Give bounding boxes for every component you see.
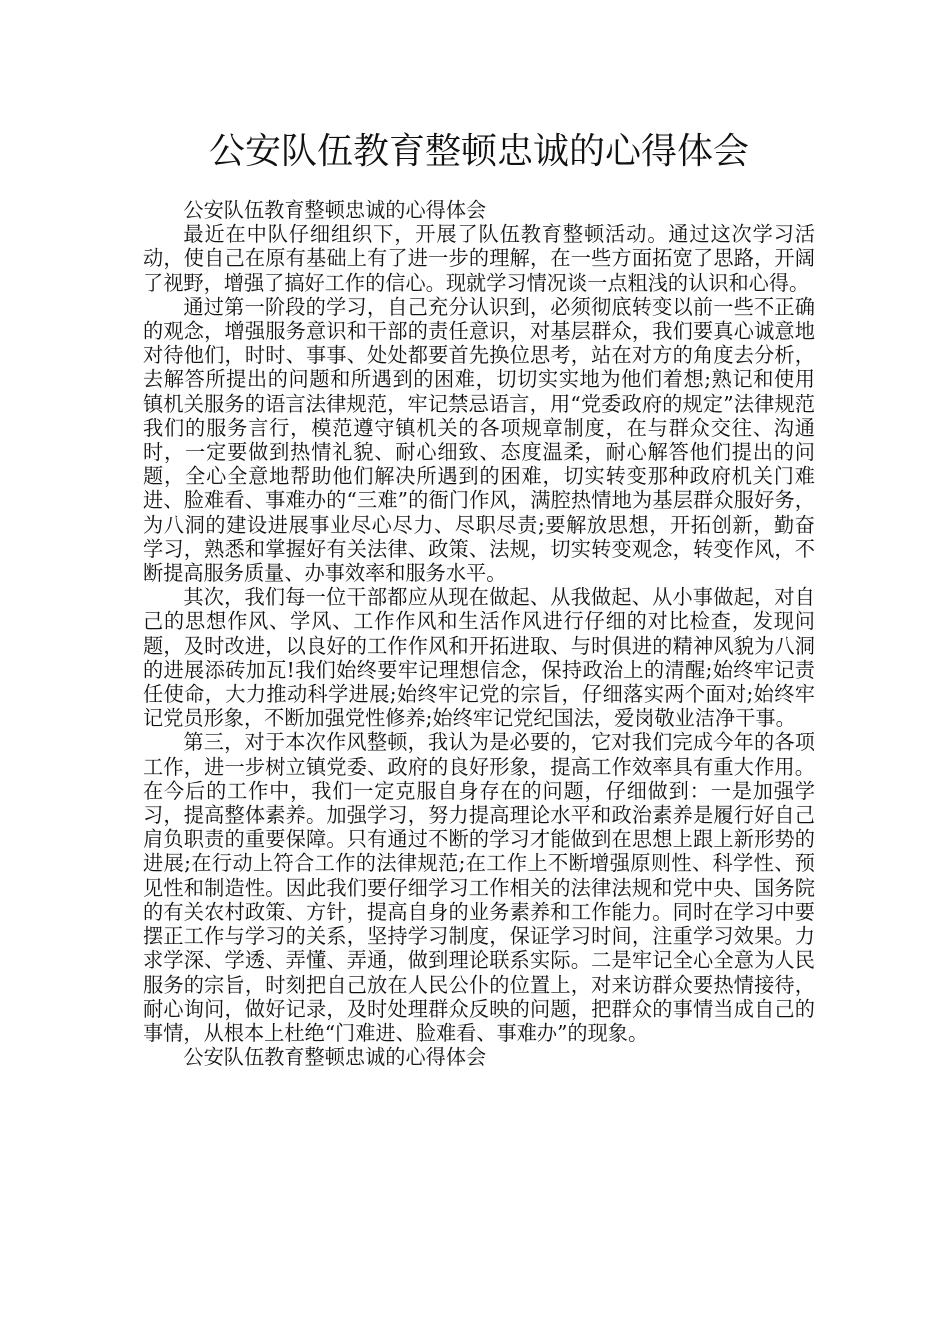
- paragraph-intro: 最近在中队仔细组织下，开展了队伍教育整顿活动。通过这次学习活动，使自己在原有基础上有了进一步的理解，在一些方面拓宽了思路，开阔了视野，增强了搞好工作的信心。现就学习情况谈一点粗浅的认识和心得。: [143, 222, 815, 295]
- paragraph-second: 其次，我们每一位干部都应从现在做起、从我做起、从小事做起，对自己的思想作风、学风、工作作风和生活作风进行仔细的对比检查，发现问题，及时改进，以良好的工作作风和开拓进取、与时俱进的精神风貌为八洞的进展添砖加瓦!我们始终要牢记理想信念，保持政治上的清醒;始终牢记责任使命，大力推动科学进展;始终牢记党的宗旨，仔细落实两个面对;始终牢记党员形象，不断加强党性修养;始终牢记党纪国法，爱岗敬业洁净干事。: [143, 585, 815, 731]
- paragraph-first-stage: 通过第一阶段的学习，自己充分认识到，必须彻底转变以前一些不正确的观念，增强服务意识和干部的责任意识，对基层群众，我们要真心诚意地对待他们，时时、事事、处处都要首先换位思考，站在对方的角度去分析，去解答所提出的问题和所遇到的困难，切切实实地为他们着想;熟记和使用镇机关服务的语言法律规范，牢记禁忌语言，用“党委政府的规定”法律规范我们的服务言行，模范遵守镇机关的各项规章制度，在与群众交往、沟通时，一定要做到热情礼貌、耐心细致、态度温柔，耐心解答他们提出的问题，全心全意地帮助他们解决所遇到的困难，切实转变那种政府机关门难进、脸难看、事难办的“三难”的衙门作风，满腔热情地为基层群众服好务，为八洞的建设进展事业尽心尽力、尽职尽责;要解放思想，开拓创新，勤奋学习，熟悉和掌握好有关法律、政策、法规，切实转变观念，转变作风，不断提高服务质量、办事效率和服务水平。: [143, 294, 815, 586]
- paragraph-subtitle: 公安队伍教育整顿忠诚的心得体会: [183, 198, 487, 222]
- document-body: [143, 198, 815, 1069]
- document-title: 公安队伍教育整顿忠诚的心得体会: [208, 131, 749, 172]
- paragraph-closing-heading: 公安队伍教育整顿忠诚的心得体会: [183, 1045, 487, 1070]
- paragraph-third: 第三，对于本次作风整顿，我认为是必要的，它对我们完成今年的各项工作，进一步树立镇党委、政府的良好形象，提高工作效率具有重大作用。在今后的工作中，我们一定克服自身存在的问题，仔细做到：一是加强学习，提高整体素养。加强学习，努力提高理论水平和政治素养是履行好自己肩负职责的重要保障。只有通过不断的学习才能做到在思想上跟上新形势的进展;在行动上符合工作的法律规范;在工作上不断增强原则性、科学性、预见性和制造性。因此我们要仔细学习工作相关的法律法规和党中央、国务院的有关农村政策、方针，提高自身的业务素养和工作能力。同时在学习中要摆正工作与学习的关系，坚持学习制度，保证学习时间，注重学习效果。力求学深、学透、弄懂、弄通，做到理论联系实际。二是牢记全心全意为人民服务的宗旨，时刻把自己放在人民公仆的位置上，对来访群众要热情接待，耐心询问，做好记录，及时处理群众反映的问题，把群众的事情当成自己的事情，从根本上杜绝“门难进、脸难看、事难办”的现象。: [143, 730, 815, 1045]
- document-page: [143, 0, 815, 1069]
